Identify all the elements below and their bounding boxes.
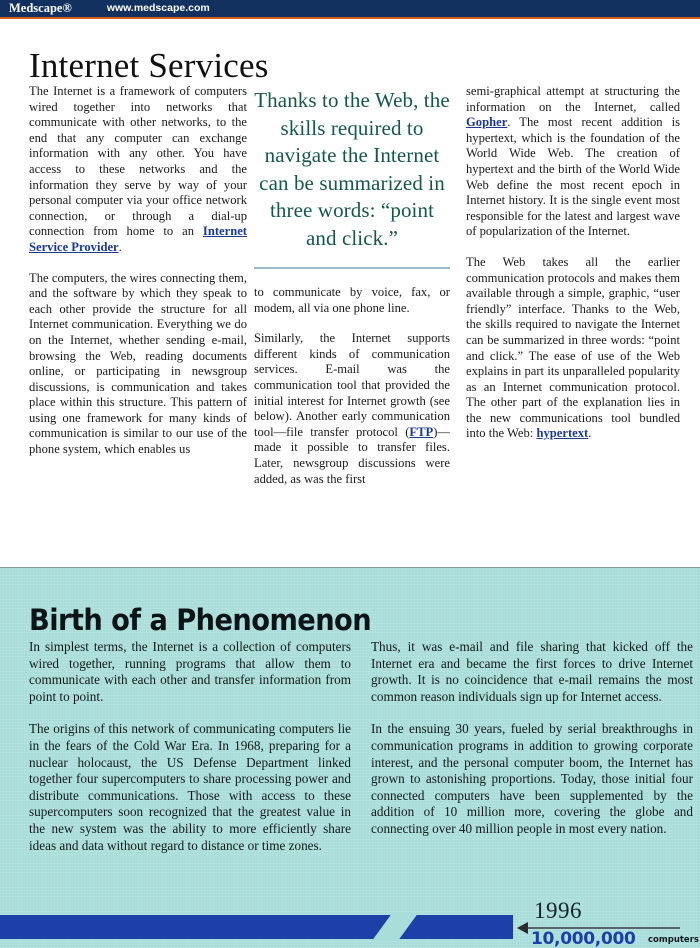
timeline-arrow-icon xyxy=(517,922,528,934)
paragraph-text: Similarly, the Internet supports different kinds of communication services. E-mail was the communication tool that provided the initial interest for Internet growth (see below). Another early communication tool—file transfer protocol ( xyxy=(254,331,450,439)
paragraph xyxy=(29,84,247,256)
pull-quote-divider xyxy=(254,267,450,269)
link-hypertext[interactable]: hypertext xyxy=(536,426,589,441)
timeline-bar xyxy=(0,915,513,939)
masthead-brand: Medscape® xyxy=(9,1,72,16)
paragraph: to communicate by voice, fax, or modem, all via one phone line. xyxy=(254,285,450,315)
feature-heading: Birth of a Phenomenon xyxy=(29,603,372,638)
article-column-3 xyxy=(466,84,680,442)
paragraph: Thus, it was e-mail and file sharing that kicked off the Internet era and became the first forces to drive Internet growth. It is no coincidence that e-mail remains the most common reason individuals sign up for Internet access. xyxy=(371,639,693,704)
page-title: Internet Services xyxy=(29,46,269,86)
paragraph-text-tail: )—made it possible to transfer files. Later, newsgroup discussions were added, as was the first xyxy=(254,424,450,486)
paragraph-text: The Web takes all the earlier communication protocols and makes them available through a simple, graphic, “user friendly” interface. Thanks to the Web, the skills required to navigate the Internet can be summarized in three words: “point and click.” The ease of use of the Web explains in part its unparalleled popularity as an Internet communication protocol. The other part of the explanation lies in the new communications tool bundled into the Web: xyxy=(466,254,680,441)
timeline-count-value: 10,000,000 xyxy=(531,929,636,948)
paragraph xyxy=(466,84,680,240)
paragraph: In the ensuing 30 years, fueled by serial breakthroughs in communication programs in addition to growing corporate interest, and the personal computer boom, the Internet has grown to astonishing proportions. Today, those initial four connected computers have been supplemented by the addition of 10 million more, covering the globe and connecting over 40 million people in most every nation. xyxy=(371,721,693,836)
paragraph-text-tail: . The most recent addition is hypertext, which is the foundation of the World Wide Web. The creation of hypertext and the birth of the World Wide Web define the most recent epoch in Internet history. It is the single event most responsible for the latest and largest wave of popularization of the Internet. xyxy=(466,115,680,239)
timeline-graphic xyxy=(0,898,700,948)
paragraph-text-tail: . xyxy=(118,239,122,254)
masthead-url: www.medscape.com xyxy=(106,2,210,15)
timeline-count-unit: computers xyxy=(648,935,699,945)
link-ftp[interactable]: FTP xyxy=(409,424,434,439)
feature-column-left xyxy=(29,639,351,854)
paragraph: The computers, the wires connecting them, and the software by which they speak to each other provide the structure for all Internet communication. Everything we do on the Internet, whether sending e-mail, browsing the Web, reading documents online, or participating in newsgroup discussions, is communication and takes place within this structure. This pattern of using one framework for many kinds of communication is similar to our use of the phone system, which enables us xyxy=(29,270,247,457)
paragraph-text: semi-graphical attempt at structuring the information on the Internet, called xyxy=(466,84,680,114)
feature-section xyxy=(0,567,700,948)
pull-quote: Thanks to the Web, the skills required to navigate the Internet can be summarized in three words: “point and click.” xyxy=(254,88,450,250)
paragraph: In simplest terms, the Internet is a collection of computers wired together, running programs that allow them to communicate with each other and transfer information from point to point. xyxy=(29,639,351,704)
article-column-2 xyxy=(254,84,450,487)
paragraph-text: The Internet is a framework of computers wired together into networks that communicate with other networks, to the end that any computer can exchange information with any other. You have access to these networks and the information they serve by way of your personal computer via your office network connection, or through a dial-up connection from home to an xyxy=(29,84,247,239)
paragraph-text-tail: . xyxy=(588,426,592,441)
masthead-accent-rule xyxy=(0,17,700,19)
paragraph xyxy=(466,255,680,442)
link-internet-service-provider[interactable]: Internet Service Provider xyxy=(29,224,247,254)
masthead-bar xyxy=(0,0,700,17)
paragraph: The origins of this network of communicating computers lie in the fears of the Cold War Era. In 1968, preparing for a nuclear holocaust, the US Defense Department linked together four supercomputers to share processing power and distribute communications. Those with access to these supercomputers soon recognized that the greatest value in the new system was the ability to more efficiently share ideas and data without regard to distance or time zones. xyxy=(29,721,351,853)
link-gopher[interactable]: Gopher xyxy=(466,115,508,130)
feature-top-divider xyxy=(0,567,700,568)
feature-column-right xyxy=(371,639,693,838)
article-body xyxy=(0,84,700,567)
timeline-year-label: 1996 xyxy=(534,898,582,923)
paragraph xyxy=(254,331,450,487)
article-column-1 xyxy=(29,84,247,458)
